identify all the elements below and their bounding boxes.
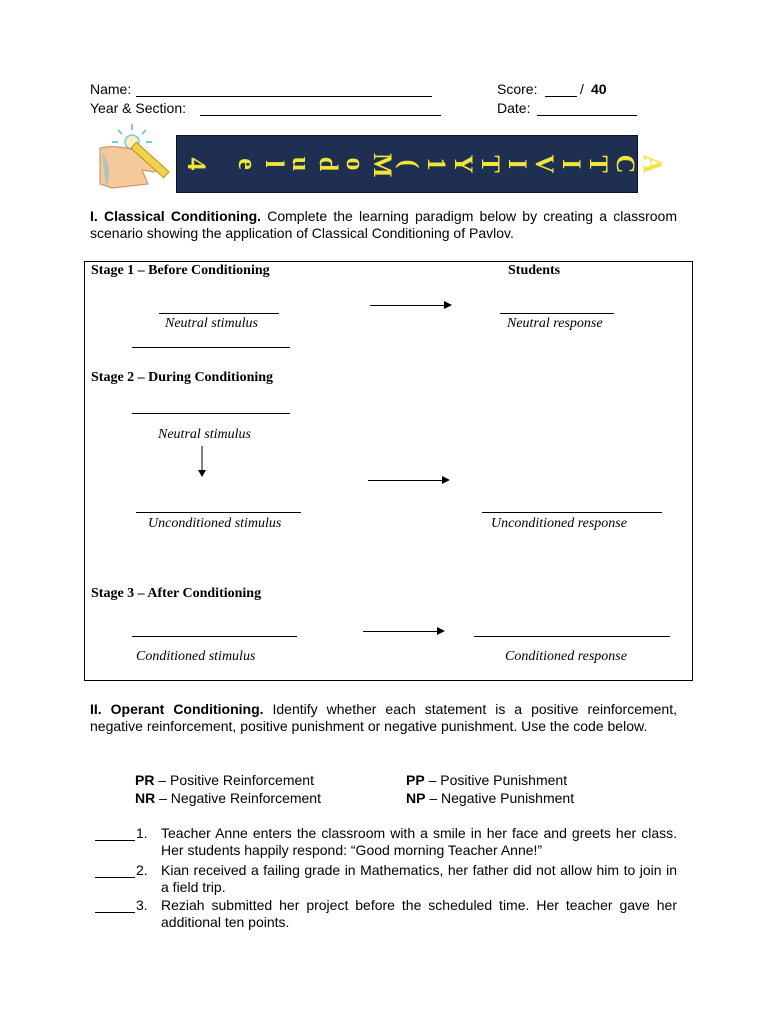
date-blank[interactable] — [537, 115, 637, 116]
stage2-ns-label: Neutral stimulus — [158, 427, 251, 442]
item2-number: 2. — [136, 862, 148, 878]
section1-title: Classical Conditioning. — [103, 208, 262, 224]
code-pp — [406, 772, 567, 789]
stage2-title: Stage 2 – During Conditioning — [91, 370, 274, 385]
banner-letter: I — [503, 158, 532, 170]
banner-letter: T — [476, 155, 505, 173]
stage2-us-label: Unconditioned stimulus — [148, 516, 282, 531]
stage1-subject: Students — [508, 263, 561, 278]
section1-text: Complete the learning paradigm below by creating a classroom scenario showing the application of Classical Conditioning of Pavlov. — [90, 208, 678, 241]
code-pr — [135, 772, 314, 789]
stage3-title: Stage 3 – After Conditioning — [91, 586, 262, 601]
year-section-label: Year & Section: — [90, 100, 186, 116]
banner-letter: A — [638, 154, 667, 174]
banner-letter: e — [233, 158, 262, 170]
code-desc: – Positive Punishment — [428, 772, 568, 788]
section2-instructions — [90, 701, 677, 735]
section2-number: II. — [90, 701, 102, 717]
hand-pencil-icon — [98, 122, 178, 192]
item2-text: Kian received a failing grade in Mathematics, her father did not allow him to join in a field trip. — [161, 862, 677, 895]
banner-letter: u — [287, 156, 316, 172]
stage1-title: Stage 1 – Before Conditioning — [91, 263, 270, 278]
banner-letter: o — [341, 157, 370, 171]
item2-answer-blank[interactable] — [95, 877, 135, 878]
code-abbr: NR — [135, 790, 156, 806]
date-label: Date: — [497, 100, 531, 116]
activity-banner — [176, 135, 667, 193]
score-total: 40 — [591, 81, 607, 97]
name-label: Name: — [90, 81, 132, 97]
banner-letter: Y — [449, 154, 478, 174]
code-abbr: PR — [135, 772, 155, 788]
stage1-nr-label: Neutral response — [507, 316, 603, 331]
banner-letter: 1 — [422, 157, 451, 171]
item3-answer-blank[interactable] — [95, 912, 135, 913]
banner-letter: ( — [395, 159, 424, 169]
stage1-nr-blank[interactable] — [500, 313, 614, 314]
code-desc: – Negative Reinforcement — [159, 790, 321, 806]
stage1-ns-blank[interactable] — [159, 313, 279, 314]
code-desc: – Positive Reinforcement — [158, 772, 314, 788]
stage3-arrow — [363, 631, 443, 632]
stage2-ur-blank[interactable] — [482, 512, 662, 513]
score-separator: / — [580, 81, 584, 97]
code-nr — [135, 790, 321, 807]
stage1-extra-blank[interactable] — [132, 347, 290, 348]
stage3-cr-blank[interactable] — [474, 636, 670, 637]
stage2-us-blank[interactable] — [136, 512, 301, 513]
section2-text: Identify whether each statement is a positive reinforcement, negative reinforcement, positive punishment or negative punishment. Use the code below. — [90, 701, 677, 734]
item1-text: Teacher Anne enters the classroom with a smile in her face and greets her class. Her students happily respond: “Good morning Teacher Anne!” — [161, 825, 677, 858]
section1-instructions — [90, 208, 677, 242]
banner-letter: d — [314, 156, 343, 172]
section1-number: I. — [90, 208, 98, 224]
stage2-ur-label: Unconditioned response — [491, 516, 627, 531]
stage3-cs-blank[interactable] — [132, 636, 297, 637]
code-desc: – Negative Punishment — [429, 790, 575, 806]
code-abbr: PP — [406, 772, 425, 788]
stage2-arrow — [368, 480, 448, 481]
item1-answer-blank[interactable] — [95, 840, 135, 841]
stage2-down-arrow — [196, 446, 208, 478]
stage3-cr-label: Conditioned response — [505, 649, 627, 664]
item3-text: Reziah submitted her project before the scheduled time. Her teacher gave her additional ten points. — [161, 897, 677, 930]
item1-number: 1. — [136, 825, 148, 841]
score-blank[interactable] — [545, 96, 577, 97]
banner-letter: 4 — [182, 157, 211, 171]
name-blank[interactable] — [136, 96, 432, 97]
stage1-arrow — [370, 305, 450, 306]
banner-letter: I — [557, 158, 586, 170]
banner-letter: M — [368, 153, 397, 178]
stage2-ns-blank[interactable] — [132, 413, 290, 414]
banner-letter: C — [611, 154, 640, 174]
stage3-cs-label: Conditioned stimulus — [136, 649, 256, 664]
item3-number: 3. — [136, 897, 148, 913]
section2-title: Operant Conditioning. — [110, 701, 264, 717]
code-np — [406, 790, 574, 807]
banner-letter: T — [584, 155, 613, 173]
code-abbr: NP — [406, 790, 426, 806]
stage1-ns-label: Neutral stimulus — [165, 316, 258, 331]
banner-letter: l — [260, 160, 289, 168]
score-label: Score: — [497, 81, 538, 97]
year-section-blank[interactable] — [200, 115, 441, 116]
banner-letter: V — [530, 154, 559, 174]
